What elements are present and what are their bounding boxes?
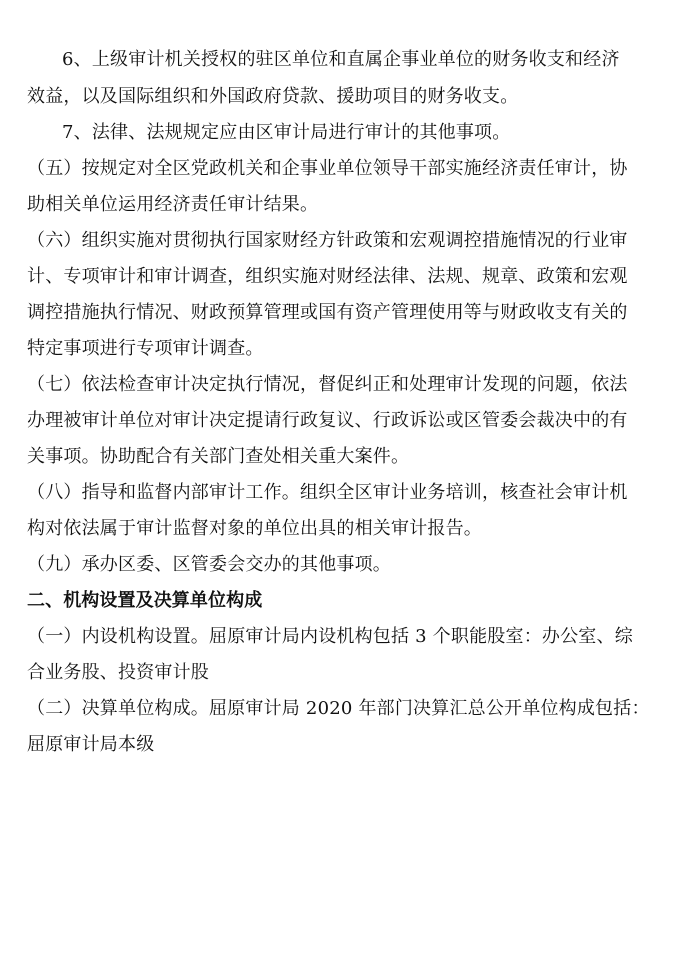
section-9-line-1: （九）承办区委、区管委会交办的其他事项。 [27,554,391,575]
section-7-line-3: 关事项。协助配合有关部门查处相关重大案件。 [27,446,410,467]
section-7-line-2: 办理被审计单位对审计决定提请行政复议、行政诉讼或区管委会裁决中的有 [27,410,628,431]
section-6-line-3: 调控措施执行情况、财政预算管理或国有资产管理使用等与财政收支有关的 [27,302,628,323]
section-5-line-1: （五）按规定对全区党政机关和企事业单位领导干部实施经济责任审计，协 [27,158,628,179]
section-5-line-2: 助相关单位运用经济责任审计结果。 [27,194,319,215]
paragraph-6-line-1: 6、上级审计机关授权的驻区单位和直属企事业单位的财务收支和经济 [62,49,620,70]
subsection-1-line-1: （一）内设机构设置。屈原审计局内设机构包括 3 个职能股室：办公室、综 [27,626,633,647]
paragraph-6-line-2: 效益，以及国际组织和外国政府贷款、援助项目的财务收支。 [27,86,519,107]
section-6-line-4: 特定事项进行专项审计调查。 [27,338,264,359]
section-8-line-2: 构对依法属于审计监督对象的单位出具的相关审计报告。 [27,518,482,539]
section-6-line-1: （六）组织实施对贯彻执行国家财经方针政策和宏观调控措施情况的行业审 [27,230,628,251]
subsection-1-line-2: 合业务股、投资审计股 [27,662,209,683]
section-6-line-2: 计、专项审计和审计调查，组织实施对财经法律、法规、规章、政策和宏观 [27,266,628,287]
section-heading-2: 二、机构设置及决算单位构成 [27,590,263,611]
subsection-2-line-2: 屈原审计局本级 [27,734,155,755]
section-7-line-1: （七）依法检查审计决定执行情况，督促纠正和处理审计发现的问题，依法 [27,374,628,395]
paragraph-7-line-1: 7、法律、法规规定应由区审计局进行审计的其他事项。 [62,122,511,143]
section-8-line-1: （八）指导和监督内部审计工作。组织全区审计业务培训，核查社会审计机 [27,482,628,503]
subsection-2-line-1: （二）决算单位构成。屈原审计局 2020 年部门决算汇总公开单位构成包括： [27,698,650,719]
